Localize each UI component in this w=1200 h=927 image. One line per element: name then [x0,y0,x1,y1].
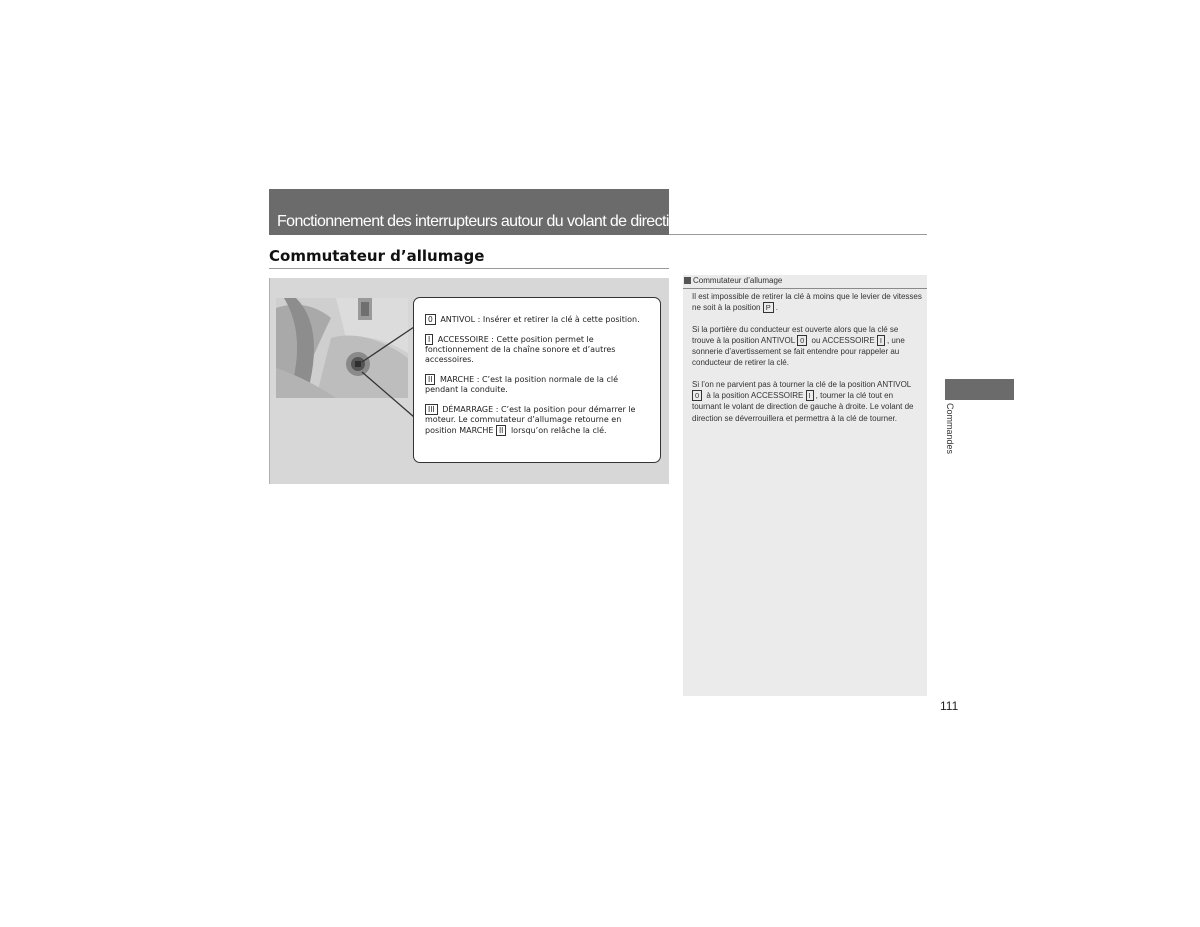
sidebar-text: à la position ACCESSOIRE [706,391,804,401]
key-badge: II [425,374,435,385]
position-text: ANTIVOL : Insérer et retirer la clé à cette position. [440,315,640,324]
sidebar-text: Si la portière du conducteur est ouverte alors que la clé se trouve à la position ANTIVOL [692,324,899,345]
section-heading: Commutateur d’allumage [269,247,485,265]
key-badge: II [496,425,506,436]
position-text: DÉMARRAGE : C’est la position pour démarrer le moteur. Le commutateur d’allumage retourne en position MARCHE [425,405,636,435]
page-number: 111 [940,699,959,713]
position-accessoire [425,334,650,365]
key-badge: III [425,404,438,415]
key-badge: I [877,335,885,346]
sidebar-text: , tourner la clé tout en tournant le volant de direction de gauche à droite. Le volant de direction se déverrouillera et permettra à la clé de tourner. [692,391,914,423]
sidebar-paragraph [692,324,922,369]
sidebar-paragraph [692,291,922,314]
key-badge: P [763,302,774,313]
sidebar-text: Si l’on ne parvient pas à tourner la clé de la position ANTIVOL [692,379,911,389]
sidebar-text: Il est impossible de retirer la clé à moins que le levier de vitesses ne soit à la position [692,292,922,313]
key-badge: I [425,334,433,345]
reference-marker-icon [684,277,691,284]
position-demarrage [425,404,650,436]
chapter-tab-label: Commandes [945,403,955,455]
callout-box [413,297,661,463]
sidebar-body [692,291,922,434]
sidebar-text: , une sonnerie d’avertissement se fait entendre pour rappeler au conducteur de retirer la clé. [692,335,905,368]
sidebar-text: . [775,303,778,313]
key-badge: 0 [797,335,807,346]
position-antivol [425,314,650,325]
position-text: MARCHE : C’est la position normale de la clé pendant la conduite. [425,375,619,394]
chapter-tab [945,379,1014,400]
sidebar-header-text: Commutateur d’allumage [693,276,783,285]
position-marche [425,374,650,395]
position-text: lorsqu’on relâche la clé. [510,426,607,435]
sidebar-text: ou ACCESSOIRE [811,335,875,345]
sidebar-paragraph [692,379,922,424]
key-badge: I [806,390,814,401]
position-text: ACCESSOIRE : Cette position permet le fonctionnement de la chaîne sonore et d’autres accessoires. [425,335,616,364]
key-badge: 0 [425,314,436,325]
key-badge: 0 [692,390,702,401]
chapter-title: Fonctionnement des interrupteurs autour du volant de direction [277,213,686,230]
sidebar-header [683,275,927,289]
